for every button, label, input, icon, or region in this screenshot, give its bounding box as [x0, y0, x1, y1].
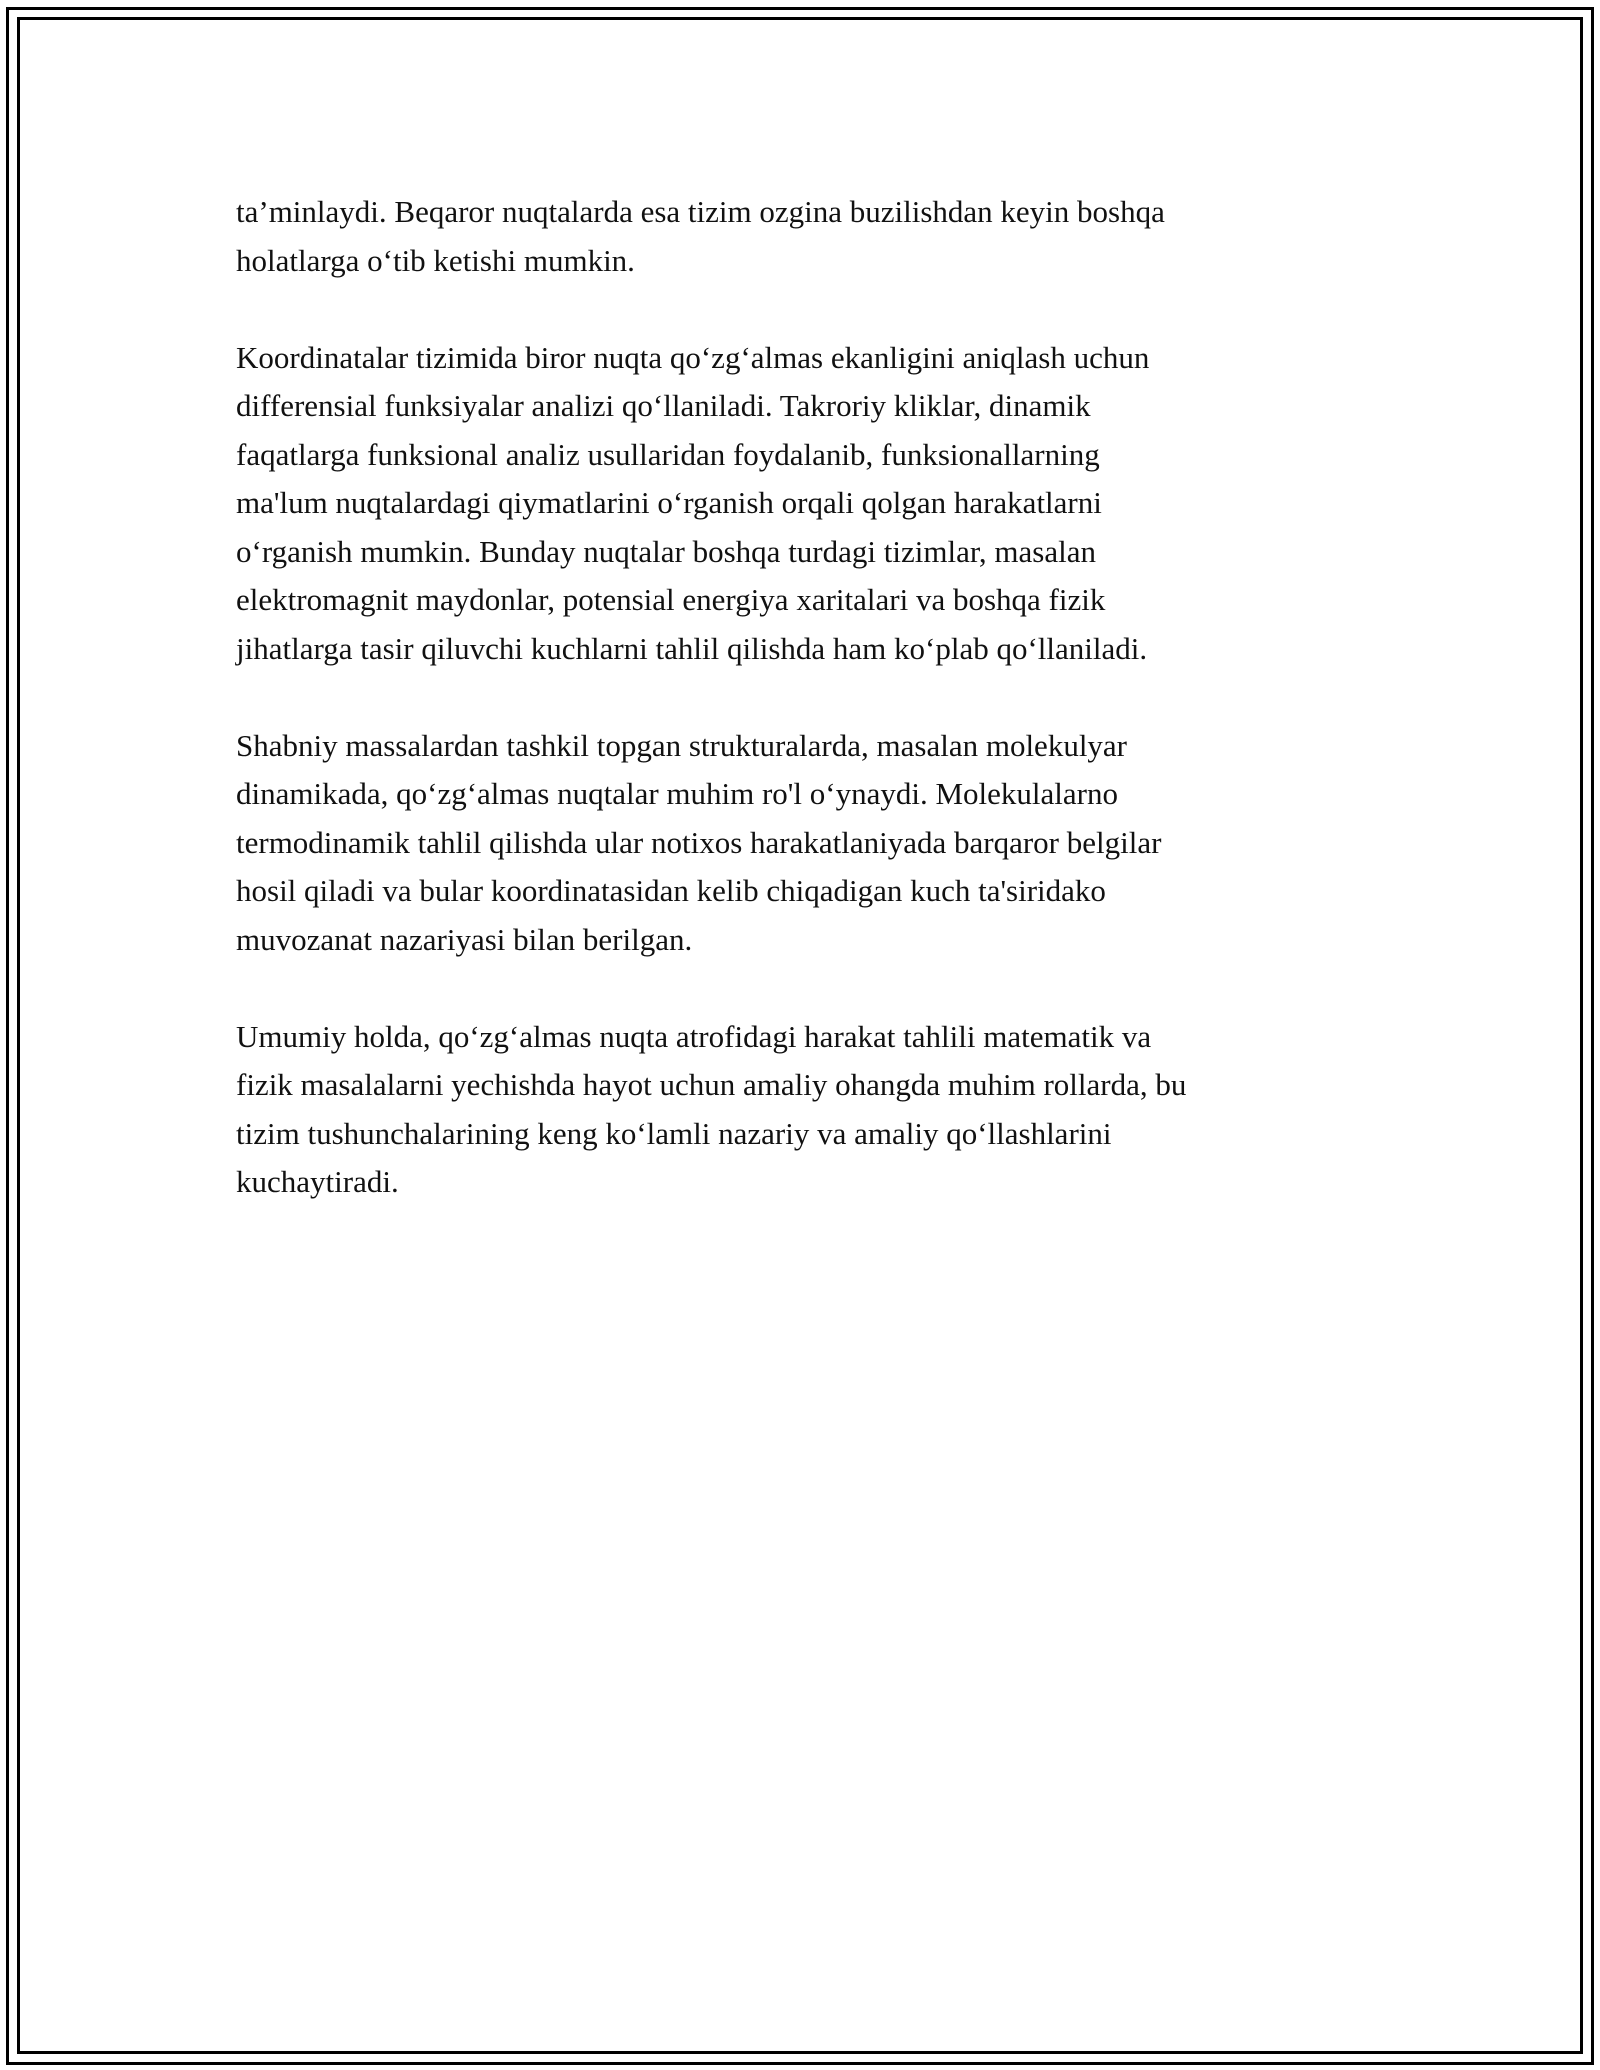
paragraph-2	[236, 334, 1376, 674]
paragraph-line: ma'lum nuqtalardagi qiymatlarini o‘rganish orqali qolgan harakatlarni	[236, 485, 1102, 520]
paragraph-line: faqatlarga funksional analiz usullaridan foydalanib, funksionallarning	[236, 436, 1100, 472]
paragraph-line: muvozanat nazariyasi bilan berilgan.	[236, 921, 693, 957]
paragraph-line: dinamikada, qo‘zg‘almas nuqtalar muhim ro'l o‘ynaydi. Molekulalarno	[236, 776, 1118, 811]
paragraph-line: hosil qiladi va bular koordinatasidan kelib chiqadigan kuch ta'siridako	[236, 873, 1106, 908]
paragraph-line: jihatlarga tasir qiluvchi kuchlarni tahlil qilishda ham ko‘plab qo‘llaniladi.	[236, 630, 1148, 666]
paragraph-line: Koordinatalar tizimida biror nuqta qo‘zg‘almas ekanligini aniqlash uchun	[236, 339, 1150, 375]
paragraph-line: fizik masalalarni yechishda hayot uchun amaliy ohangda muhim rollarda, bu	[236, 1067, 1187, 1102]
paragraph-line: Umumiy holda, qo‘zg‘almas nuqta atrofidagi harakat tahlili matematik va	[236, 1018, 1152, 1054]
document-body	[236, 188, 1376, 1255]
paragraph-line: differensial funksiyalar analizi qo‘llaniladi. Takroriy kliklar, dinamik	[236, 388, 1091, 423]
paragraph-4	[236, 1013, 1376, 1207]
paragraph-line: o‘rganish mumkin. Bunday nuqtalar boshqa turdagi tizimlar, masalan	[236, 533, 1096, 569]
paragraph-1	[236, 188, 1376, 285]
paragraph-line: kuchaytiradi.	[236, 1164, 399, 1199]
paragraph-3	[236, 722, 1376, 965]
paragraph-line: elektromagnit maydonlar, potensial energiya xaritalari va boshqa fizik	[236, 582, 1106, 617]
paragraph-line: Shabniy massalardan tashkil topgan strukturalarda, masalan molekulyar	[236, 727, 1128, 763]
paragraph-line: ta’minlaydi. Beqaror nuqtalarda esa tizim ozgina buzilishdan keyin boshqa	[236, 194, 1165, 229]
paragraph-line: tizim tushunchalarining keng ko‘lamli nazariy va amaliy qo‘llashlarini	[236, 1115, 1112, 1151]
paragraph-line: termodinamik tahlil qilishda ular notixos harakatlaniyada barqaror belgilar	[236, 824, 1162, 860]
paragraph-line: holatlarga o‘tib ketishi mumkin.	[236, 242, 635, 278]
